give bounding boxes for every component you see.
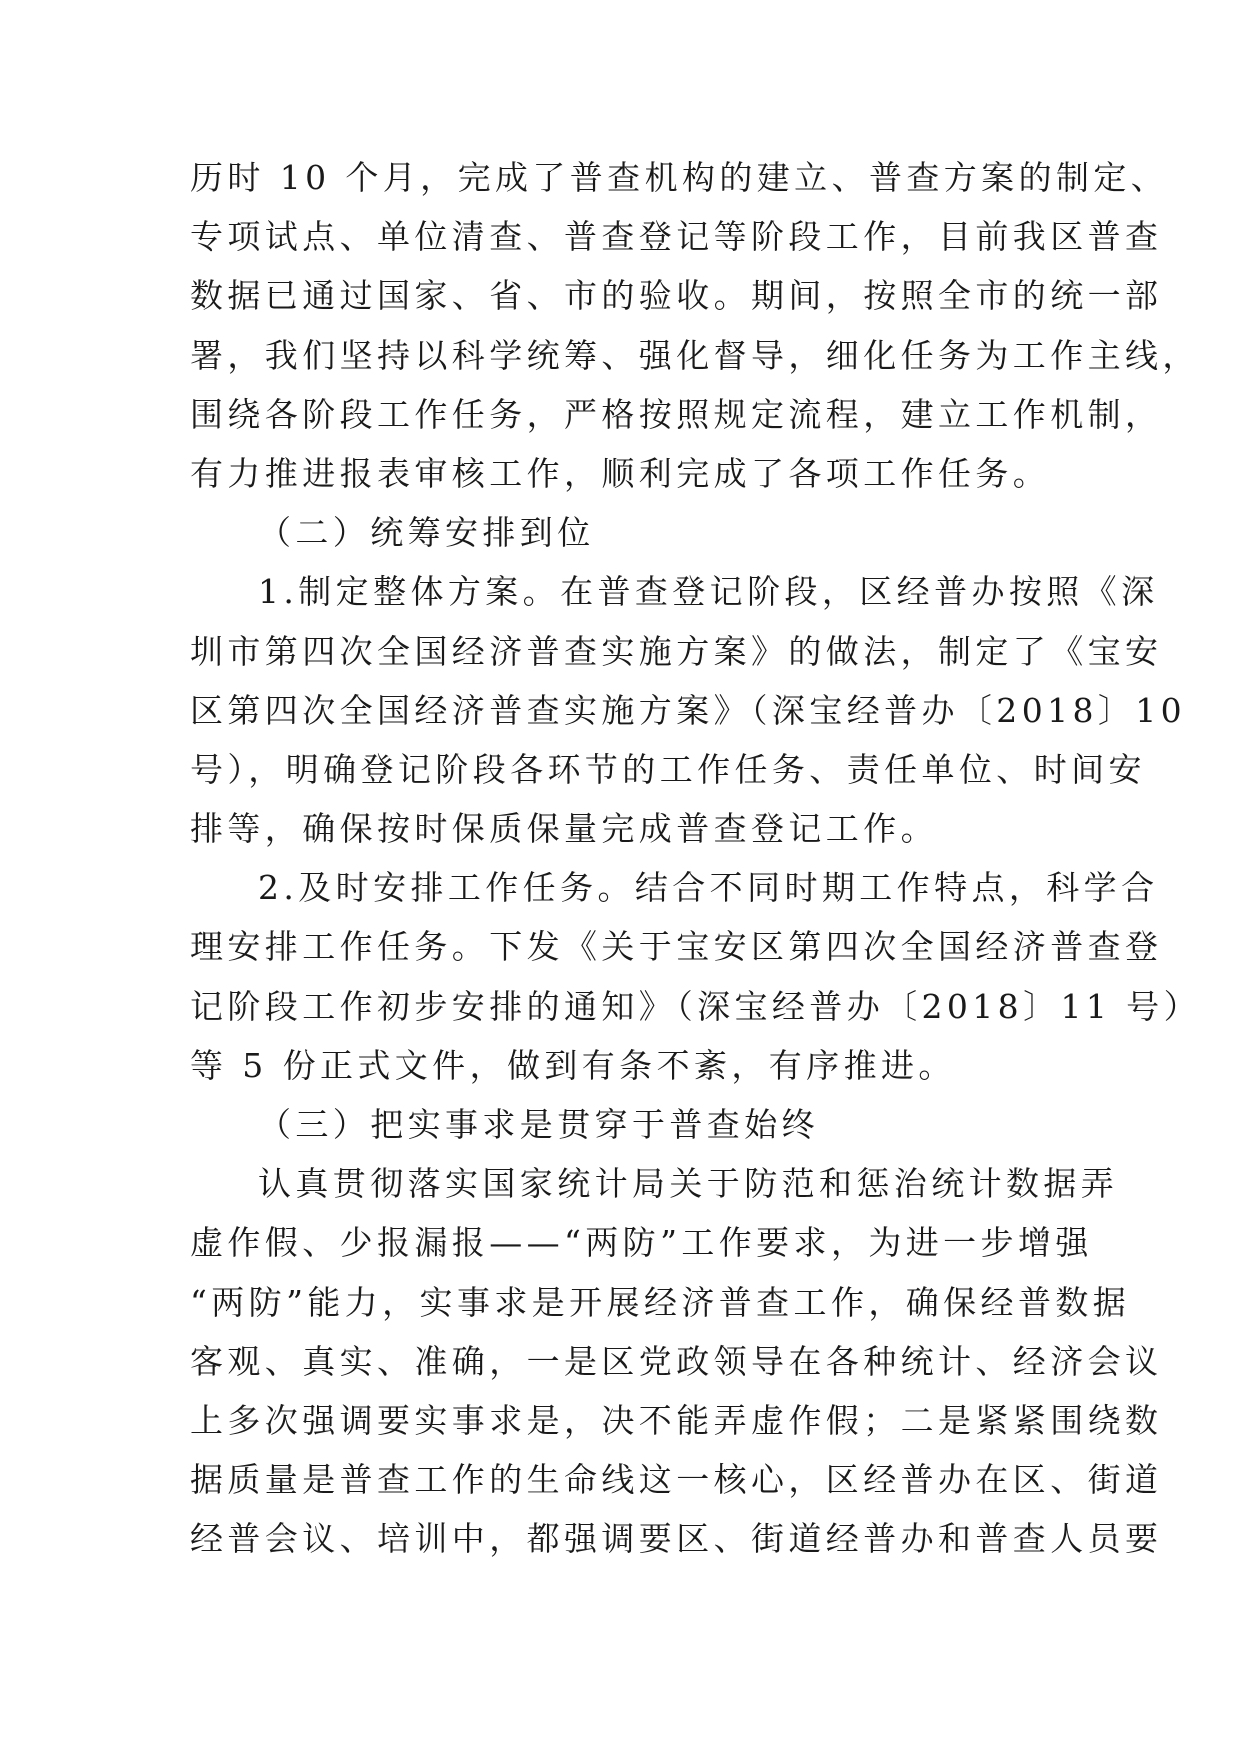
- paragraph-line: 围绕各阶段工作任务，严格按照规定流程，建立工作机制，: [190, 394, 1163, 434]
- paragraph-line: 客观、真实、准确，一是区党政领导在各种统计、经济会议: [190, 1341, 1163, 1381]
- paragraph-line: 历时 10 个月，完成了普查机构的建立、普查方案的制定、: [190, 158, 1169, 197]
- paragraph-line: 据质量是普查工作的生命线这一核心，区经普办在区、街道: [190, 1460, 1163, 1500]
- paragraph-line: 圳市第四次全国经济普查实施方案》的做法，制定了《宝安: [190, 631, 1163, 671]
- paragraph-line: 区第四次全国经济普查实施方案》（深宝经普办〔2018〕10: [190, 690, 1187, 730]
- paragraph-line: 记阶段工作初步安排的通知》（深宝经普办〔2018〕11 号）: [190, 986, 1201, 1026]
- paragraph-line: 专项试点、单位清查、普查登记等阶段工作，目前我区普查: [190, 217, 1163, 257]
- paragraph-line: 有力推进报表审核工作，顺利完成了各项工作任务。: [190, 453, 1051, 493]
- paragraph-line: 号），明确登记阶段各环节的工作任务、责任单位、时间安: [190, 749, 1146, 789]
- paragraph-line: 理安排工作任务。下发《关于宝安区第四次全国经济普查登: [190, 927, 1163, 967]
- paragraph-line: 等 5 份正式文件，做到有条不紊，有序推进。: [190, 1045, 956, 1085]
- document-page: [190, 148, 1201, 1569]
- paragraph-line: 认真贯彻落实国家统计局关于防范和惩治统计数据弄: [258, 1164, 1119, 1204]
- paragraph-line: 2.及时安排工作任务。结合不同时期工作特点，科学合: [258, 868, 1159, 908]
- paragraph-line: 1.制定整体方案。在普查登记阶段，区经普办按照《深: [258, 572, 1159, 612]
- paragraph-line: 经普会议、培训中，都强调要区、街道经普办和普查人员要: [190, 1519, 1163, 1559]
- paragraph-line: 上多次强调要实事求是，决不能弄虚作假；二是紧紧围绕数: [190, 1400, 1163, 1440]
- section-heading: （三）把实事求是贯穿于普查始终: [258, 1105, 819, 1144]
- paragraph-line: 署，我们坚持以科学统筹、强化督导，细化任务为工作主线，: [190, 335, 1200, 375]
- paragraph-line: “两防”能力，实事求是开展经济普查工作，确保经普数据: [190, 1282, 1131, 1322]
- paragraph-line: 排等，确保按时保质保量完成普查登记工作。: [190, 809, 938, 849]
- paragraph-line: 虚作假、少报漏报——“两防”工作要求，为进一步增强: [190, 1223, 1093, 1263]
- paragraph-line: 数据已通过国家、省、市的验收。期间，按照全市的统一部: [190, 276, 1163, 316]
- section-heading: （二）统筹安排到位: [258, 513, 595, 553]
